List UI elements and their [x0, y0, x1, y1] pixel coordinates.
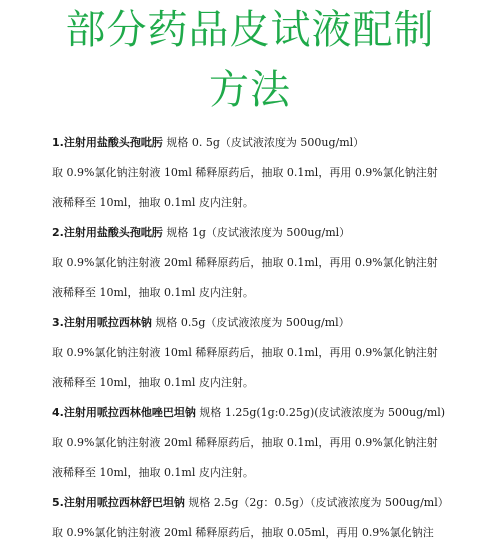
- item-5-heading: [52, 488, 490, 518]
- item-2-text-2: 液稀释至 10ml，抽取 0.1ml 皮内注射。: [52, 286, 254, 299]
- page-title-line-2: 方法: [209, 67, 291, 113]
- item-5-text-1: 取 0.9%氯化钠注射液 20ml 稀释原药后，抽取 0.05ml，再用 0.9%氯化钠注: [52, 526, 434, 539]
- item-3-name: 3.注射用哌拉西林钠: [52, 316, 152, 329]
- page-title-line-1: 部分药品皮试液配制: [65, 7, 435, 53]
- item-2-text-1: 取 0.9%氯化钠注射液 20ml 稀释原药后，抽取 0.1ml，再用 0.9%氯化钠注射: [52, 256, 438, 269]
- item-2-name: 2.注射用盐酸头孢吡肟: [52, 226, 163, 239]
- item-1-text-1: 取 0.9%氯化钠注射液 10ml 稀释原药后，抽取 0.1ml，再用 0.9%氯化钠注射: [52, 166, 438, 179]
- document-body: [52, 128, 490, 548]
- item-1-spec: 规格 0. 5g（皮试液浓度为 500ug/ml）: [162, 136, 365, 149]
- item-4-heading: [52, 398, 490, 428]
- item-5-spec: 规格 2.5g（2g：0.5g）（皮试液浓度为 500ug/ml）: [184, 496, 449, 509]
- item-2-spec: 规格 1g（皮试液浓度为 500ug/ml）: [162, 226, 351, 239]
- item-4-text-2: 液稀释至 10ml，抽取 0.1ml 皮内注射。: [52, 466, 254, 479]
- item-1-text-2: 液稀释至 10ml，抽取 0.1ml 皮内注射。: [52, 196, 254, 209]
- item-5-name: 5.注射用哌拉西林舒巴坦钠: [52, 496, 185, 509]
- item-1-name: 1.注射用盐酸头孢吡肟: [52, 136, 163, 149]
- item-4-spec: 规格 1.25g(1g:0.25g)(皮试液浓度为 500ug/ml): [195, 406, 446, 419]
- item-4-text-1: 取 0.9%氯化钠注射液 20ml 稀释原药后，抽取 0.1ml，再用 0.9%氯化钠注射: [52, 436, 438, 449]
- item-3-text-1: 取 0.9%氯化钠注射液 10ml 稀释原药后，抽取 0.1ml，再用 0.9%氯化钠注射: [52, 346, 438, 359]
- item-1-heading: [52, 128, 490, 158]
- item-3-heading: [52, 308, 490, 338]
- item-4-name: 4.注射用哌拉西林他唑巴坦钠: [52, 406, 196, 419]
- item-3-text-2: 液稀释至 10ml，抽取 0.1ml 皮内注射。: [52, 376, 254, 389]
- item-3-spec: 规格 0.5g（皮试液浓度为 500ug/ml）: [151, 316, 350, 329]
- item-2-heading: [52, 218, 490, 248]
